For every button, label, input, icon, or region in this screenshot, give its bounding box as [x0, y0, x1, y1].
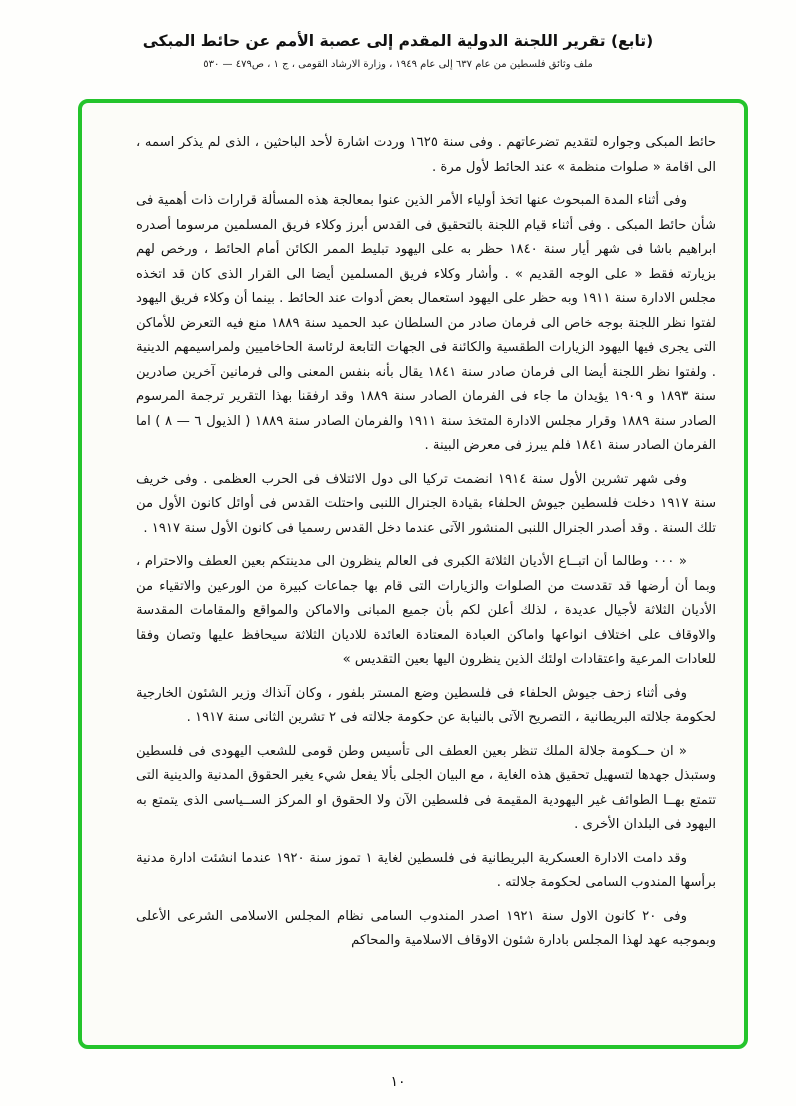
paragraph: وفى ٢٠ كانون الاول سنة ١٩٢١ اصدر المندوب السامى نظام المجلس الاسلامى الشرعى الأعلى وبموجبه عهد لهذا المجلس بادارة شئون الاوقاف الاسلامية والمحاكم [136, 908, 716, 948]
page-number: ١٠ [390, 1074, 406, 1090]
paragraph-balfour-declaration-quote: « ان حــكومة جلالة الملك تنظر بعين العطف الى تأسيس وطن قومى للشعب اليهودى فى فلسطين وستبذل جهدها لتسهيل تحقيق هذه الغاية ، مع البيان الجلى بألا يفعل شيء يغير الحقوق المدنية والدينية التى تتمتع بهــا الطوائف غير اليهودية المقيمة فى فلسطين الآن ولا الحقوق او المركز الســياسى الذى يتمتع به اليهود فى البلدان الأخرى . [136, 743, 716, 832]
document-title: (تابع) تقرير اللجنة الدولية المقدم إلى عصبة الأمم عن حائط المبكى [142, 32, 654, 50]
document-header [0, 0, 796, 70]
paragraph: وفى شهر تشرين الأول سنة ١٩١٤ انضمت تركيا الى دول الائتلاف فى الحرب العظمى . وفى خريف سنة ١٩١٧ دخلت فلسطين جيوش الحلفاء بقيادة الجنرال اللنبى واحتلت القدس فى أوائل كانون الأول من تلك السنة . وقد أصدر الجنرال اللنبى المنشور الآتى عندما دخل القدس رسميا فى كانون الأول سنة ١٩١٧ . [136, 471, 717, 536]
paragraph: وقد دامت الادارة العسكرية البريطانية فى فلسطين لغاية ١ تموز سنة ١٩٢٠ عندما انشئت ادارة مدنية برأسها المندوب السامى لحكومة جلالته . [136, 850, 716, 890]
paragraph: وفى أثناء المدة المبحوث عنها اتخذ أولياء الأمر الذين عنوا بمعالجة هذه المسألة قرارات ذات أهمية فى شأن حائط المبكى . وفى أثناء قيام اللجنة بالتحقيق فى القدس أبرز وكلاء فريق المسلمين مرسوما أصدره ابراهيم باشا فى شهر أيار سنة ١٨٤٠ حظر به على اليهود تبليط الممر الكائن أمام الحائط ، ورخص لهم بزيارته فقط « على الوجه القديم » . وأشار وكلاء فريق المسلمين أيضا الى القرار الذى كان قد اتخذه مجلس الادارة سنة ١٩١١ وبه حظر على اليهود استعمال بعض أدوات عند الحائط . بينما أن وكلاء فريق اليهود لفتوا نظر اللجنة بوجه خاص الى فرمان صادر من السلطان عبد الحميد سنة ١٨٨٩ منع فيه التعرض للأماكن التى يجرى فيها اليهود الزيارات الطقسية والكائنة فى الجهات التابعة لرئاسة الحاخاميين ولمراسيمهم الدينية . ولفتوا نظر اللجنة أيضا الى فرمان صادر سنة ١٨٤١ يقال بأنه بنفس المعنى والى فرمانين آخرين صادرين سنة ١٨٩٣ و ١٩٠٩ يؤيدان ما جاء فى الفرمان الصادر سنة ١٨٨٩ وقد ارفقنا بهذا التقرير ترجمة المرسوم الصادر سنة ١٨٨٩ وقرار مجلس الادارة المتخذ سنة ١٩١١ والفرمان الصادر سنة ١٨٨٩ ( الذيول ٦ — ٨ ) اما الفرمان الصادر سنة ١٨٤١ فلم يبرز فى معرض البينة . [136, 193, 716, 453]
scanned-page-frame [78, 99, 748, 1049]
paragraph-proclamation-quote: « ٠٠٠ وطالما أن اتبــاع الأديان الثلاثة الكبرى فى العالم ينظرون الى مدينتكم بعين العطف والاحترام ، وبما أن أرضها قد تقدست من الصلوات والزيارات التى قام بها جماعات كبيرة من الورعين والاتقياء من الأديان الثلاثة لأجيال عديدة ، لذلك أعلن لكم بأن جميع المبانى والاماكن والمواقع والمقامات المقدسة والاوقاف على اختلاف انواعها واماكن العبادة المعتادة العائدة للاديان الثلاثة سيحافظ عليها وتصان وفقا للعادات المرعية واعتقادات اولئك الذين ينظرون اليها بعين التقديس » [136, 554, 716, 667]
paragraph-continuation: حائط المبكى وجواره لتقديم تضرعاتهم . وفى سنة ١٦٢٥ وردت اشارة لأحد الباحثين ، الذى لم يذكر اسمه ، الى اقامة « صلوات منظمة » عند الحائط لأول مرة . [136, 135, 716, 175]
scanned-text-block [82, 103, 744, 983]
document-subtitle: ملف وثائق فلسطين من عام ٦٣٧ إلى عام ١٩٤٩ ، وزارة الارشاد القومى ، ج ١ ، ص٤٧٩ — ٥٣٠ [203, 59, 593, 70]
paragraph: وفى أثناء زحف جيوش الحلفاء فى فلسطين وضع المستر بلفور ، وكان آنذاك وزير الشئون الخارجية لحكومة جلالته البريطانية ، التصريح الآتى بالنيابة عن حكومة جلالته فى ٢ تشرين الثانى سنة ١٩١٧ . [136, 685, 716, 725]
